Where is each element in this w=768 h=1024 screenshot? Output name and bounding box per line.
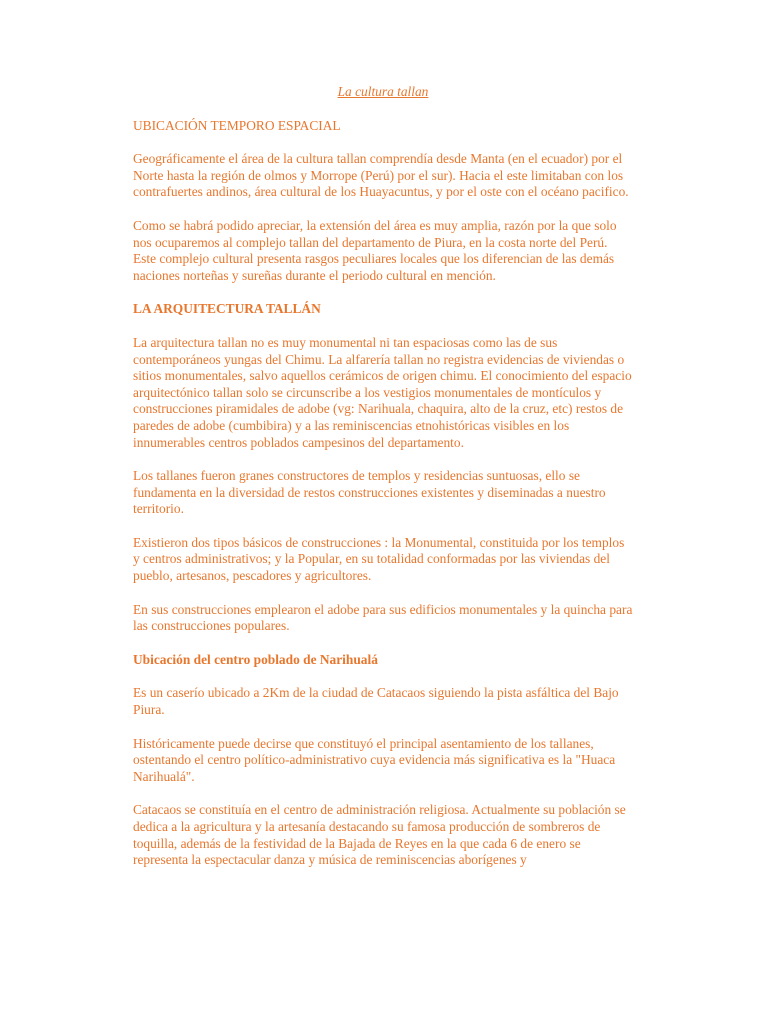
document-title: La cultura tallan bbox=[337, 84, 429, 99]
paragraph: Es un caserío ubicado a 2Km de la ciudad de Catacaos siguiendo la pista asfáltica del Bajo Piura. bbox=[133, 685, 619, 718]
paragraph: La arquitectura tallan no es muy monumental ni tan espaciosas como las de sus contemporáneos yungas del Chimu. La alfarería tallan no registra evidencias de viviendas o sitios monumentales, salvo aquellos cerámicos de origen chimu. El conocimiento del espacio arquitectónico tallan solo se circunscribe a los vestigios monumentales de montículos y construcciones piramidales de adobe (vg: Narihuala, chaquira, alto de la cruz, etc) restos de paredes de adobe (cumbibira) y a las reminiscencias etnohistóricas visibles en los innumerables centros poblados campesinos del departamento. bbox=[133, 334, 632, 450]
document-page bbox=[133, 84, 633, 886]
section-heading-ubicacion: UBICACIÓN TEMPORO ESPACIAL bbox=[133, 117, 341, 133]
paragraph: Históricamente puede decirse que constituyó el principal asentamiento de los tallanes, ostentando el centro político-administrativo cuya evidencia más significativa es la "Huaca Narihualá". bbox=[133, 735, 616, 784]
paragraph: En sus construcciones emplearon el adobe para sus edificios monumentales y la quincha para las construcciones populares. bbox=[133, 601, 633, 634]
paragraph: Existieron dos tipos básicos de construcciones : la Monumental, constituida por los templos y centros administrativos; y la Popular, en su totalidad conformadas por las viviendas del pueblo, artesanos, pescadores y agricultores. bbox=[133, 534, 625, 584]
section-heading-narihuala: Ubicación del centro poblado de Narihualá bbox=[133, 651, 378, 667]
paragraph: Geográficamente el área de la cultura tallan comprendía desde Manta (en el ecuador) por el Norte hasta la región de olmos y Morrope (Perú) por el sur). Hacia el este limitaban con los contrafuertes andinos, área cultural de los Huayacuntus, y por el oste con el océano pacifico. bbox=[133, 151, 629, 200]
paragraph: Como se habrá podido apreciar, la extensión del área es muy amplia, razón por la que solo nos ocuparemos al complejo tallan del departamento de Piura, en la costa norte del Perú. Este complejo cultural presenta rasgos peculiares locales que los diferencian de las demás naciones norteñas y sureñas durante el periodo cultural en mención. bbox=[133, 217, 617, 283]
paragraph: Catacaos se constituía en el centro de administración religiosa. Actualmente su población se dedica a la agricultura y la artesanía destacando su famosa producción de sombreros de toquilla, además de la festividad de la Bajada de Reyes en la que cada 6 de enero se representa la espectacular danza y música de reminiscencias aborígenes y bbox=[133, 802, 626, 868]
section-heading-arquitectura: LA ARQUITECTURA TALLÁN bbox=[133, 301, 321, 317]
paragraph: Los tallanes fueron granes constructores de templos y residencias suntuosas, ello se fundamenta en la diversidad de restos construcciones existentes y diseminadas a nuestro territorio. bbox=[133, 468, 606, 517]
